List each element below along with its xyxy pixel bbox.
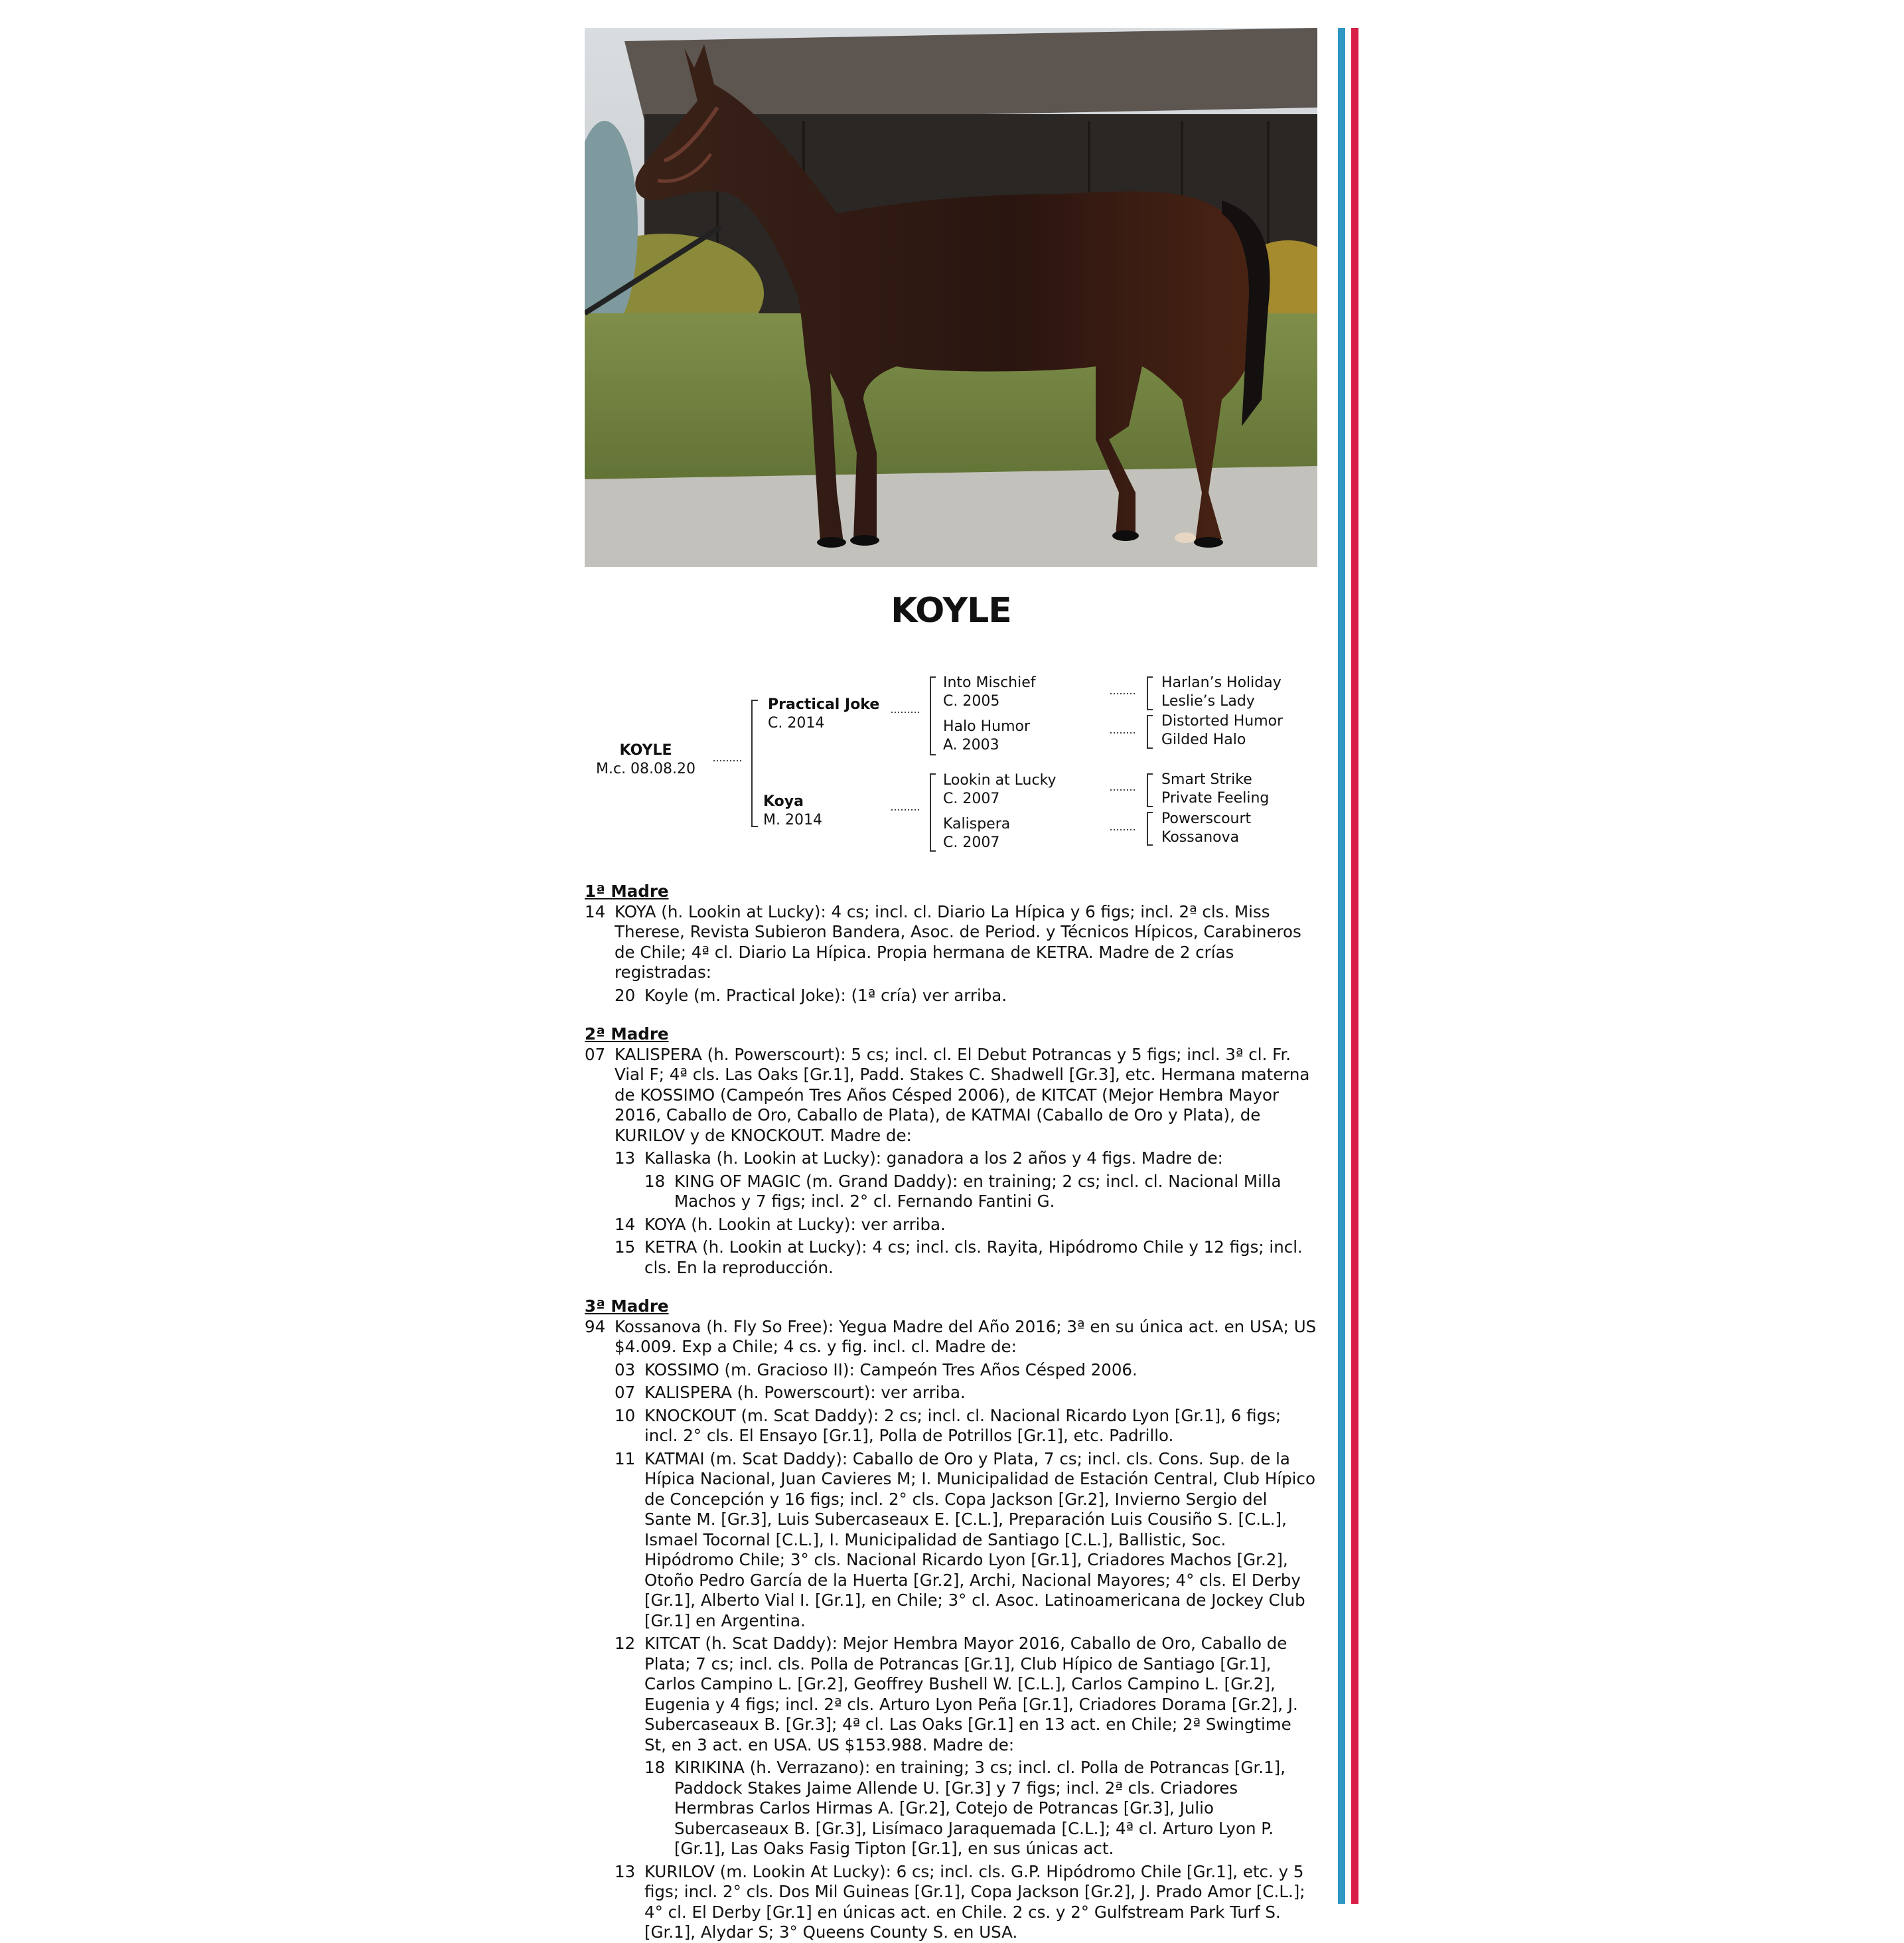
entry-text: KETRA (h. Lookin at Lucky): 4 cs; incl. cls. Rayita, Hipódromo Chile y 12 figs; incl. cls. En la reproducción. [644, 1237, 1303, 1277]
entry-year: 18 [644, 1758, 666, 1777]
list-item [615, 986, 1317, 1006]
g3-name: Kossanova [1161, 829, 1240, 846]
entry-year: 13 [615, 1148, 636, 1168]
entry-text: KITCAT (h. Scat Daddy): Mejor Hembra Mayor 2016, Caballo de Oro, Caballo de Plata; 7 cs; incl. cls. Polla de Potrancas [Gr.1], Club Hípico de Santiago [Gr.1], Carlos Campino L. [Gr.2], Geoffrey Bushell W. [C.L.], Carlos Campino L. [Gr.2], Eugenia y 4 figs; incl. 2ª cls. Arturo Lyon Peña [Gr.1], Criadores Dorama [Gr.2], J. Subercaseaux B. [Gr.3]; 4ª cl. Las Oaks [Gr.1] en 13 act. en Chile; 2ª Swingtime St, en 3 act. en USA. US $153.988. Madre de: [644, 1634, 1298, 1754]
entry-year: 18 [644, 1171, 666, 1191]
entry-text: Koyle (m. Practical Joke): (1ª cría) ver arriba. [644, 985, 1007, 1005]
entry-year: 20 [615, 985, 636, 1005]
g3-name: Powerscourt [1161, 811, 1252, 827]
g2-detail: C. 2007 [943, 791, 1000, 807]
entry-year: 07 [585, 1044, 606, 1064]
entry-year: 14 [585, 901, 606, 921]
entry-year: 10 [615, 1405, 636, 1425]
entry-text: KOYA (h. Lookin at Lucky): ver arriba. [644, 1214, 946, 1234]
g3-name: Private Feeling [1161, 790, 1270, 807]
section-2a-madre [585, 1024, 1317, 1278]
entry-year: 12 [615, 1634, 636, 1653]
entry-year: 13 [615, 1861, 636, 1881]
list-item [585, 1317, 1317, 1358]
section-3a-madre [585, 1296, 1317, 1943]
list-item [615, 1237, 1317, 1278]
sire-detail: C. 2014 [768, 715, 825, 732]
list-item [615, 1148, 1317, 1169]
entry-text: KOYA (h. Lookin at Lucky): 4 cs; incl. cl. Diario La Hípica y 6 figs; incl. 2ª cls. Miss Therese, Revista Subieron Bandera, Asoc. de Period. y Técnicos Hípicos, Carabineros de Chile; 4ª cl. Diario La Hípica. Propia hermana de KETRA. Madre de 2 crías registradas: [615, 901, 1301, 982]
entry-text: Kossanova (h. Fly So Free): Yegua Madre del Año 2016; 3ª en su única act. en USA; US $4.009. Exp a Chile; 4 cs. y fig. incl. cl. Madre de: [615, 1316, 1317, 1356]
pedigree-g2-1 [943, 674, 1036, 711]
section-1a-madre [585, 882, 1317, 1006]
dam-detail: M. 2014 [763, 812, 822, 828]
list-item [585, 1045, 1317, 1146]
g2-detail: C. 2007 [943, 834, 1000, 851]
list-item [585, 902, 1317, 983]
horse-title: KOYLE [891, 591, 1011, 631]
g2-detail: C. 2005 [943, 693, 1000, 710]
entry-text: KOSSIMO (m. Gracioso II): Campeón Tres Años Césped 2006. [644, 1360, 1137, 1379]
g3-name: Leslie’s Lady [1161, 693, 1255, 710]
section-heading: 3ª Madre [585, 1296, 669, 1316]
entry-year: 14 [615, 1214, 636, 1234]
entry-text: KATMAI (m. Scat Daddy): Caballo de Oro y Plata, 7 cs; incl. cls. Cons. Sup. de la Hípica Nacional, Juan Cavieres M; I. Municipalidad de Estación Central, Club Hípico de Concepción y 16 figs; incl. 2° cls. Copa Jackson [Gr.2], Invierno Sergio del Sante M. [Gr.3], Luis Subercaseaux E. [C.L.], Preparación Luis Cousiño S. [C.L.], Ismael Tocornal [C.L.], I. Municipalidad de Santiago [C.L.], Ballistic, Soc. Hipódromo Chile; 3° cls. Nacional Ricardo Lyon [Gr.1], Criadores Machos [Gr.2], Otoño Pedro García de la Huerta [Gr.2], Archi, Nacional Mayores; 4° cls. El Derby [Gr.1], Alberto Vial I. [Gr.1], en Chile; 3° cl. Asoc. Latinoamericana de Jockey Club [Gr.1] en Argentina. [644, 1448, 1315, 1630]
subject-detail: M.c. 08.08.20 [596, 761, 696, 777]
list-item [615, 1862, 1317, 1943]
pedigree-g3-4 [1161, 810, 1251, 847]
pedigree-subject [596, 741, 696, 779]
list-item [615, 1215, 1317, 1235]
entry-year: 11 [615, 1448, 636, 1468]
list-item [615, 1360, 1317, 1381]
list-item [615, 1406, 1317, 1446]
section-heading: 1ª Madre [585, 882, 669, 901]
entry-text: KALISPERA (h. Powerscourt): ver arriba. [644, 1383, 966, 1402]
g2-name: Halo Humor [943, 718, 1031, 735]
entry-text: KALISPERA (h. Powerscourt): 5 cs; incl. cl. El Debut Potrancas y 5 figs; incl. 3ª cl. Fr. Vial F; 4ª cls. Las Oaks [Gr.1], Padd. Stakes C. Shadwell [Gr.3], etc. Hermana materna de KOSSIMO (Campeón Tres Años Césped 2006), de KITCAT (Mejor Hembra Mayor 2016, Caballo de Oro, Caballo de Plata), de KATMAI (Caballo de Oro y Plata), de KURILOV y de KNOCKOUT. Madre de: [615, 1044, 1310, 1145]
entry-year: 94 [585, 1316, 606, 1336]
sire-name: Practical Joke [768, 696, 880, 713]
entry-text: Kallaska (h. Lookin at Lucky): ganadora a los 2 años y 4 figs. Madre de: [644, 1148, 1223, 1168]
entry-text: KNOCKOUT (m. Scat Daddy): 2 cs; incl. cl. Nacional Ricardo Lyon [Gr.1], 6 figs; incl. 2° cls. El Ensayo [Gr.1], Polla de Potrillos [Gr.1], etc. Padrillo. [644, 1405, 1282, 1445]
g2-name: Kalispera [943, 816, 1011, 832]
section-heading: 2ª Madre [585, 1024, 669, 1044]
g3-name: Smart Strike [1161, 771, 1252, 788]
dam-name: Koya [763, 793, 804, 810]
subject-name: KOYLE [619, 742, 672, 759]
entry-year: 15 [615, 1237, 636, 1257]
g3-name: Gilded Halo [1161, 732, 1246, 748]
entry-text: KIRIKINA (h. Verrazano): en training; 3 cs; incl. cl. Polla de Potrancas [Gr.1], Paddock Stakes Jaime Allende U. [Gr.3] y 7 figs; incl. 2ª cls. Criadores Hermbras Carlos Hirmas A. [Gr.2], Cotejo de Potrancas [Gr.3], Julio Subercaseaux B. [Gr.3], Lisímaco Jaraquemada [C.L.]; 4ª cl. Arturo Lyon P. [Gr.1], Las Oaks Fasig Tipton [Gr.1], en sus únicas act. [674, 1758, 1286, 1858]
entry-text: KING OF MAGIC (m. Grand Daddy): en training; 2 cs; incl. cl. Nacional Milla Machos y 7 figs; incl. 2° cl. Fernando Fantini G. [674, 1171, 1282, 1211]
pedigree-g3-1 [1161, 674, 1282, 711]
pedigree-g3-2 [1161, 712, 1283, 749]
pedigree-g2-2 [943, 718, 1030, 755]
g3-name: Distorted Humor [1161, 713, 1283, 730]
list-item [615, 1383, 1317, 1403]
g2-name: Into Mischief [943, 674, 1036, 691]
g3-name: Harlan’s Holiday [1161, 674, 1282, 691]
list-item [615, 1634, 1317, 1755]
list-item [615, 1449, 1317, 1632]
pedigree-g2-4 [943, 815, 1010, 852]
g2-detail: A. 2003 [943, 737, 999, 753]
pedigree-sire [768, 696, 879, 733]
entry-text: KURILOV (m. Lookin At Lucky): 6 cs; incl. cls. G.P. Hipódromo Chile [Gr.1], etc. y 5 figs; incl. 2° cls. Dos Mil Guineas [Gr.1], Copa Jackson [Gr.2], J. Prado Amor [C.L.]; 4° cl. El Derby [Gr.1] en únicas act. en Chile. 2 cs. y 2° Gulfstream Park Turf S. [Gr.1], Alydar S; 3° Queens County S. en USA. [644, 1861, 1305, 1942]
list-item [644, 1172, 1317, 1212]
pedigree-g3-3 [1161, 771, 1269, 808]
entry-year: 03 [615, 1360, 636, 1379]
g2-name: Lookin at Lucky [943, 772, 1057, 789]
dam-line-text [585, 882, 1317, 1943]
list-item [644, 1758, 1317, 1859]
entry-year: 07 [615, 1383, 636, 1402]
pedigree-g2-3 [943, 771, 1057, 809]
pedigree-dam [763, 793, 822, 830]
